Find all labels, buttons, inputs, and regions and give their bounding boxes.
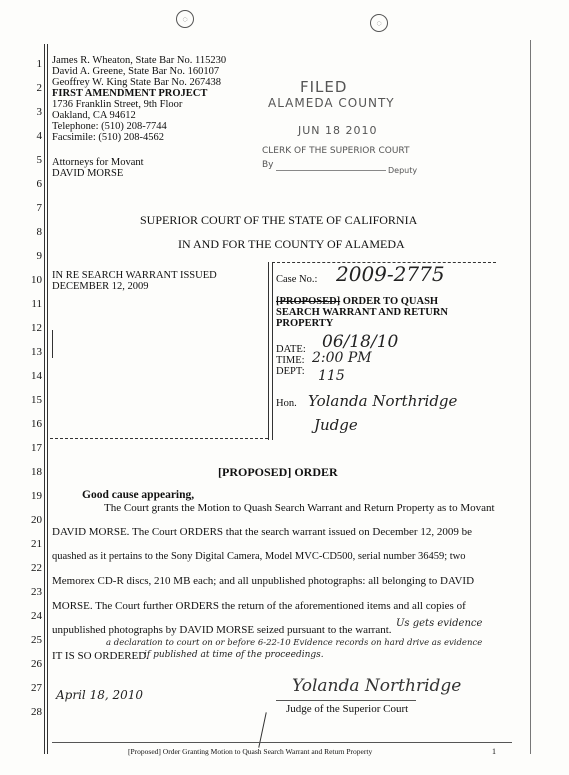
- line-number: 18: [31, 466, 42, 478]
- hearing-time-label: TIME:: [276, 355, 305, 366]
- address-line: 1736 Franklin Street, 9th Floor: [52, 99, 183, 110]
- attorneys-for-label: Attorneys for Movant: [52, 157, 144, 168]
- line-number: 9: [36, 250, 42, 262]
- line-number: 26: [31, 658, 42, 670]
- line-number: 2: [36, 82, 42, 94]
- order-heading: [PROPOSED] ORDER: [218, 465, 338, 479]
- attorney-name: James R. Wheaton, State Bar No. 115230: [52, 55, 227, 66]
- stamp-filed: FILED: [300, 78, 348, 96]
- document-title: [276, 296, 438, 307]
- attorney-name: David A. Greene, State Bar No. 160107: [52, 66, 220, 77]
- hon-label: Hon.: [276, 398, 297, 409]
- stamp-signature-line: [276, 170, 386, 171]
- hearing-dept: 115: [318, 368, 345, 384]
- line-number: 4: [36, 130, 42, 142]
- line-number: 8: [36, 226, 42, 238]
- stamp-date: JUN 18 2010: [298, 124, 378, 137]
- line-number: 10: [31, 274, 42, 286]
- hearing-time: 2:00 PM: [312, 350, 372, 366]
- case-number-label: Case No.:: [276, 274, 318, 285]
- line-number: 15: [31, 394, 42, 406]
- right-margin-rule: [530, 40, 531, 754]
- line-number: 17: [31, 442, 42, 454]
- line-number: 14: [31, 370, 42, 382]
- hearing-date: 06/18/10: [322, 332, 399, 352]
- line-number: 3: [36, 106, 42, 118]
- line-number: 16: [31, 418, 42, 430]
- telephone: Telephone: (510) 208-7744: [52, 121, 167, 132]
- caption-divider: [268, 262, 269, 440]
- footer-rule: [52, 742, 512, 743]
- handwritten-note: if published at time of the proceedings.: [144, 650, 324, 660]
- line-number: 24: [31, 610, 42, 622]
- good-cause: Good cause appearing,: [82, 489, 195, 501]
- caption-bottom-rule: [50, 438, 268, 440]
- case-number: 2009-2775: [336, 262, 445, 286]
- line-number: 1: [36, 58, 42, 70]
- stamp-clerk: CLERK OF THE SUPERIOR COURT: [262, 146, 410, 156]
- struck-proposed: [PROPOSED]: [276, 296, 341, 307]
- line-number: 12: [31, 322, 42, 334]
- attorney-name: Geoffrey W. King State Bar No. 267438: [52, 77, 221, 88]
- caption-left-mark: [52, 330, 53, 358]
- page-number: 1: [492, 747, 496, 756]
- so-ordered: IT IS SO ORDERED.: [52, 650, 149, 662]
- caption-divider: [272, 262, 273, 440]
- matter-title: IN RE SEARCH WARRANT ISSUED: [52, 270, 217, 281]
- line-number: 6: [36, 178, 42, 190]
- title-order-to-quash: ORDER TO QUASH: [340, 296, 439, 307]
- stamp-by: By: [262, 160, 274, 170]
- line-number: 7: [36, 202, 42, 214]
- judge-title-handwritten: Judge: [314, 416, 358, 434]
- address-line: Oakland, CA 94612: [52, 110, 136, 121]
- signature-line: [276, 700, 416, 701]
- line-number: 28: [31, 706, 42, 718]
- document-title-line2: SEARCH WARRANT AND RETURN: [276, 307, 449, 318]
- hearing-dept-label: DEPT:: [276, 366, 305, 377]
- handwritten-note: Us gets evidence: [396, 618, 483, 629]
- facsimile: Facsimile: (510) 208-4562: [52, 132, 164, 143]
- footer-text: [Proposed] Order Granting Motion to Quash Search Warrant and Return Property: [128, 747, 373, 756]
- scan-mark-icon: ◌: [176, 10, 194, 28]
- order-line: quashed as it pertains to the Sony Digital Camera, Model MVC-CD500, serial number 36459; two: [52, 551, 466, 562]
- line-number: 23: [31, 586, 42, 598]
- order-line: MORSE. The Court further ORDERS the return of the aforementioned items and all copies of: [52, 600, 466, 612]
- line-number: 19: [31, 490, 42, 502]
- stamp-deputy: Deputy: [388, 166, 418, 175]
- hearing-date-label: DATE:: [276, 344, 306, 355]
- order-line: DAVID MORSE. The Court ORDERS that the search warrant issued on December 12, 2009 be: [52, 526, 472, 538]
- line-number: 5: [36, 154, 42, 166]
- court-name: SUPERIOR COURT OF THE STATE OF CALIFORNIA: [140, 213, 418, 227]
- document-title-line3: PROPERTY: [276, 318, 334, 329]
- order-line: unpublished photographs by DAVID MORSE seized pursuant to the warrant.: [52, 624, 392, 636]
- stamp-county: ALAMEDA COUNTY: [268, 96, 395, 110]
- line-number: 22: [31, 562, 42, 574]
- line-number: 13: [31, 346, 42, 358]
- line-number: 21: [31, 538, 42, 550]
- line-number: 20: [31, 514, 42, 526]
- handwritten-note: a declaration to court on or before 6-22-10 Evidence records on hard drive as evidence: [106, 638, 483, 648]
- line-number: 25: [31, 634, 42, 646]
- court-county: IN AND FOR THE COUNTY OF ALAMEDA: [178, 237, 405, 251]
- matter-date: DECEMBER 12, 2009: [52, 281, 149, 292]
- movant-name: DAVID MORSE: [52, 168, 124, 179]
- line-number: 27: [31, 682, 42, 694]
- left-margin-rule: [44, 44, 45, 754]
- line-number: 11: [31, 298, 42, 310]
- signature-caption: Judge of the Superior Court: [286, 703, 409, 715]
- firm-name: FIRST AMENDMENT PROJECT: [52, 88, 208, 99]
- judge-signature: Yolanda Northridge: [292, 676, 462, 696]
- judge-name-handwritten: Yolanda Northridge: [308, 392, 458, 410]
- order-line: The Court grants the Motion to Quash Search Warrant and Return Property as to Movant: [104, 502, 495, 514]
- left-margin-rule: [47, 44, 48, 754]
- scan-mark-icon: ◌: [370, 14, 388, 32]
- order-line: Memorex CD-R discs, 210 MB each; and all unpublished photographs: all belonging to DAVID: [52, 575, 475, 587]
- order-date: April 18, 2010: [56, 688, 144, 702]
